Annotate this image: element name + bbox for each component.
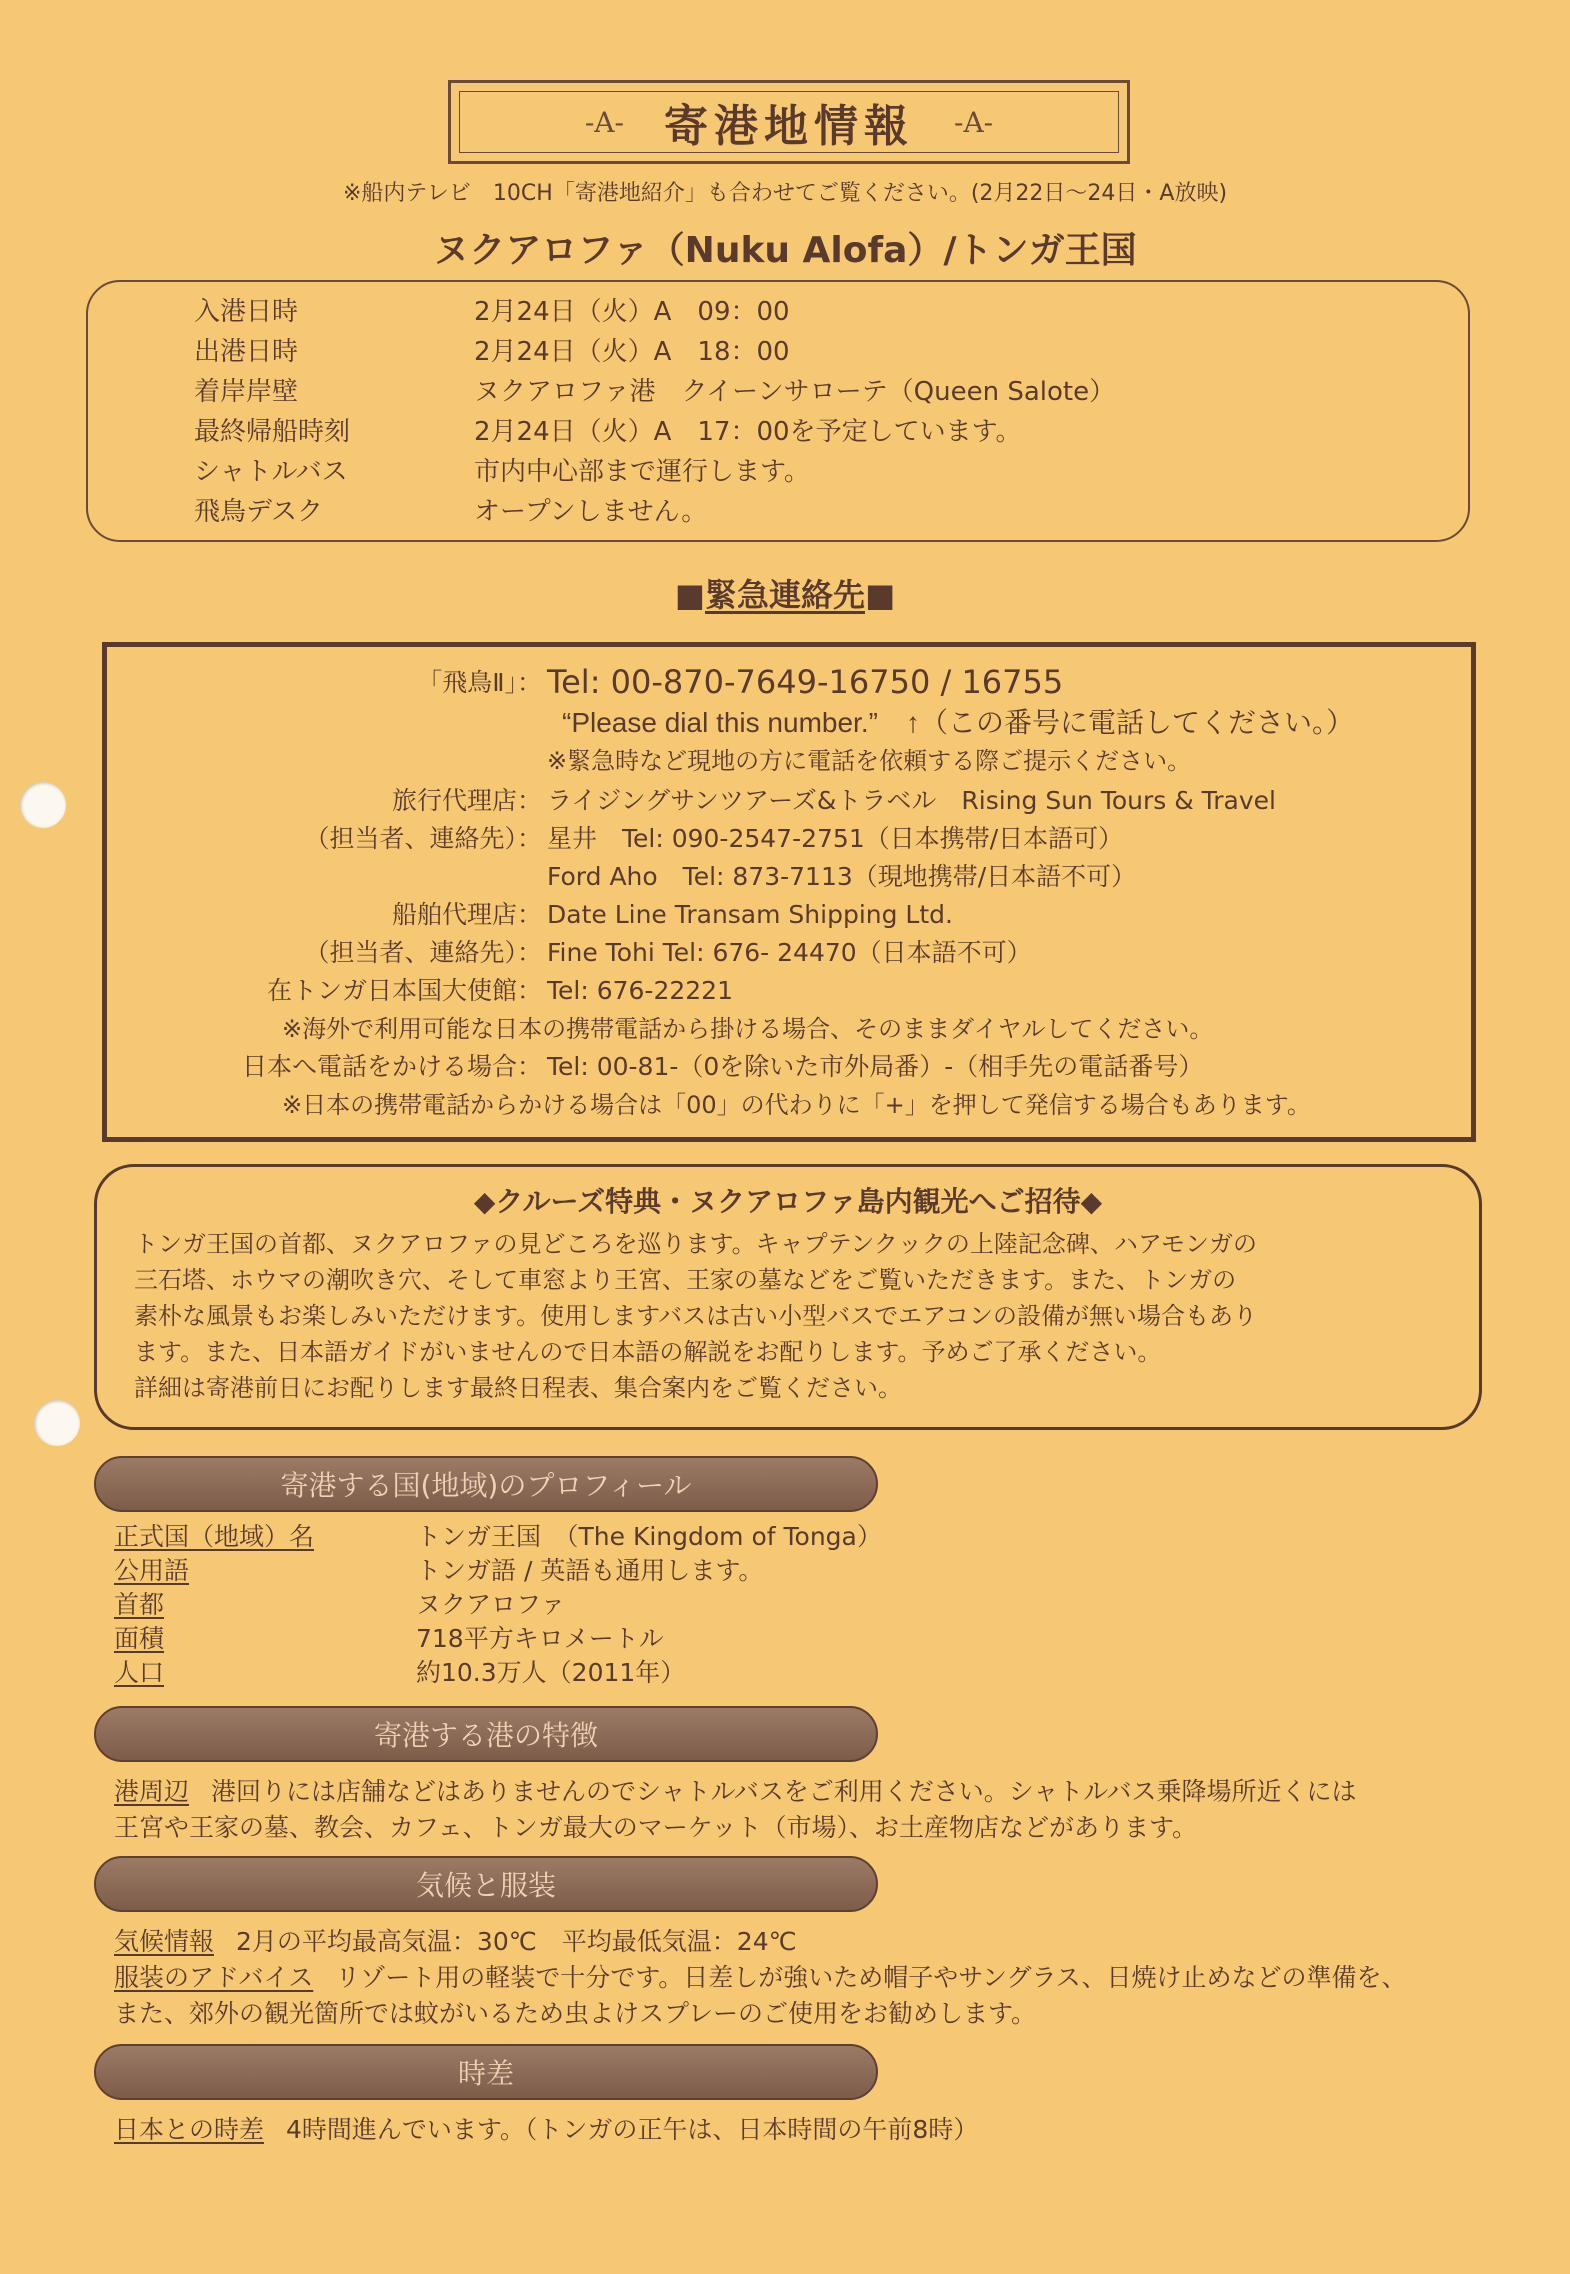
cruise-line: 三石塔、ホウマの潮吹き穴、そして車窓より王宮、王家の墓などをご覧いただきます。また、トンガの <box>134 1266 1237 1294</box>
info-value: 2月24日（火）A 09：00 <box>474 297 790 327</box>
square-icon: ■ <box>674 576 705 614</box>
call-japan-note: ※日本の携帯電話からかける場合は「00」の代わりに「+」を押して発信する場合もあります。 <box>282 1091 1311 1119</box>
ornament-right: -A- <box>954 105 994 139</box>
travel-label-wrap <box>107 783 542 819</box>
cruise-line: 詳細は寄港前日にお配りします最終日程表、集合案内をご覧ください。 <box>134 1374 902 1402</box>
climate-line <box>114 1924 797 1960</box>
call-japan-label-wrap <box>107 1049 542 1085</box>
please-dial <box>562 705 1354 741</box>
info-label: 着岸岸壁 <box>194 377 299 407</box>
profile-value: ヌクアロファ <box>416 1590 566 1619</box>
info-row <box>194 452 810 492</box>
profile-row <box>114 1656 685 1690</box>
advice-line: また、郊外の観光箇所では蚊がいるため虫よけスプレーのご使用をお勧めします。 <box>114 1999 1037 2028</box>
punch-hole <box>20 782 66 828</box>
advice-label: 服装のアドバイス <box>114 1963 314 1992</box>
profile-value: トンガ語 / 英語も通用します。 <box>416 1556 764 1585</box>
port-text: 港回りには店舗などはありませんのでシャトルバスをご利用ください。シャトルバス乗降場所近くには <box>211 1777 1357 1806</box>
ship-note: ※緊急時など現地の方に電話を依頼する際ご提示ください。 <box>547 747 1192 775</box>
profile-label: 人口 <box>114 1658 165 1687</box>
cruise-line: 素朴な風景もお楽しみいただけます。使用しますバスは古い小型バスでエアコンの設備が無い場合もあり <box>134 1302 1257 1330</box>
shipping-agent-label: 船舶代理店： <box>391 900 542 929</box>
cruise-line: トンガ王国の首都、ヌクアロファの見どころを巡ります。キャプテンクックの上陸記念碑、ハアモンガの <box>134 1230 1257 1258</box>
info-row <box>194 292 790 332</box>
embassy-label: 在トンガ日本国大使館： <box>266 976 542 1005</box>
travel-agent-label: 旅行代理店： <box>391 786 542 815</box>
port-line <box>114 1774 1357 1810</box>
shipping-agent-value: Date Line Transam Shipping Ltd. <box>547 900 953 929</box>
contact-value: Ford Aho Tel: 873-7113（現地携帯/日本語不可） <box>547 862 1137 891</box>
embassy-label-wrap <box>107 973 542 1009</box>
contact-label: （担当者、連絡先）： <box>304 938 542 967</box>
contact-label-wrap <box>107 821 542 857</box>
profile-row <box>114 1622 664 1656</box>
travel-agent-value: ライジングサンツアーズ&トラベル Rising Sun Tours & Travel <box>547 786 1276 815</box>
cruise-tour-title: ◆クルーズ特典・ヌクアロファ島内観光へご招待◆ <box>473 1185 1103 1218</box>
ornament-left: -A- <box>584 105 624 139</box>
port-title: ヌクアロファ（Nuku Alofa）/トンガ王国 <box>433 230 1137 271</box>
page-title: 寄港地情報 <box>664 101 914 152</box>
climate-label: 気候情報 <box>114 1927 215 1956</box>
ship-label-wrap <box>107 665 542 701</box>
info-value: 2月24日（火）A 18：00 <box>474 337 790 367</box>
info-row <box>194 412 1022 452</box>
call-japan-value: Tel: 00-81-（0を除いた市外局番）-（相手先の電話番号） <box>547 1052 1204 1081</box>
timediff-line <box>114 2112 978 2148</box>
info-label: 出港日時 <box>194 337 299 367</box>
punch-hole <box>34 1400 80 1446</box>
port-heading: 寄港する港の特徴 <box>94 1706 878 1762</box>
contact-value: Fine Tohi Tel: 676- 24470（日本語不可） <box>547 938 1032 967</box>
info-label: 最終帰船時刻 <box>194 417 351 447</box>
profile-value: 約10.3万人（2011年） <box>416 1658 686 1687</box>
info-row <box>194 372 1115 412</box>
climate-value: 2月の平均最高気温：30℃ 平均最低気温：24℃ <box>236 1927 797 1956</box>
contact-label: （担当者、連絡先）： <box>304 824 542 853</box>
port-line: 王宮や王家の墓、教会、カフェ、トンガ最大のマーケット（市場）、お土産物店などがあります。 <box>114 1813 1198 1842</box>
info-value: オープンしません。 <box>474 497 708 527</box>
emergency-contacts-box <box>102 642 1476 1142</box>
profile-label: 首都 <box>114 1590 165 1619</box>
info-label: 飛鳥デスク <box>194 497 323 527</box>
timediff-heading: 時差 <box>94 2044 878 2100</box>
title-plaque <box>448 80 1130 164</box>
advice-line <box>114 1960 1407 1996</box>
please-dial-en: “Please dial this number.” <box>562 707 878 738</box>
profile-value: 718平方キロメートル <box>416 1624 664 1653</box>
contact-label-wrap <box>107 935 542 971</box>
ship-label: 「飛鳥Ⅱ」： <box>417 668 542 697</box>
info-label: シャトルバス <box>194 457 348 487</box>
ship-tel: Tel: 00-870-7649-16750 / 16755 <box>547 663 1064 701</box>
profile-row <box>114 1520 882 1554</box>
square-icon: ■ <box>865 576 896 614</box>
timediff-label: 日本との時差 <box>114 2115 265 2144</box>
info-value: 2月24日（火）A 17：00を予定しています。 <box>474 417 1022 447</box>
info-row <box>194 492 707 532</box>
tv-notice: ※船内テレビ 10CH「寄港地紹介」も合わせてご覧ください。(2月22日〜24日・A放映) <box>342 181 1228 206</box>
info-value: ヌクアロファ港 クイーンサローテ（Queen Salote） <box>474 377 1116 407</box>
profile-value: トンガ王国 （The Kingdom of Tonga） <box>416 1522 882 1551</box>
port-info-box <box>86 280 1470 542</box>
timediff-value: 4時間進んでいます。（トンガの正午は、日本時間の午前8時） <box>286 2115 979 2144</box>
profile-row <box>114 1588 566 1622</box>
profile-label: 面積 <box>114 1624 165 1653</box>
emergency-heading-text: 緊急連絡先 <box>704 576 865 614</box>
profile-heading: 寄港する国(地域)のプロフィール <box>94 1456 878 1512</box>
port-label: 港周辺 <box>114 1777 190 1806</box>
info-row <box>194 332 790 372</box>
cruise-line: ます。また、日本語ガイドがいませんので日本語の解説をお配りします。予めご了承ください。 <box>134 1338 1162 1366</box>
embassy-value: Tel: 676-22221 <box>547 976 733 1005</box>
call-japan-label: 日本へ電話をかける場合： <box>241 1052 542 1081</box>
shipping-label-wrap <box>107 897 542 933</box>
please-dial-jp: ↑（この番号に電話してください。） <box>905 707 1354 738</box>
info-label: 入港日時 <box>194 297 299 327</box>
profile-row <box>114 1554 763 1588</box>
contact-value: 星井 Tel: 090-2547-2751（日本携帯/日本語可） <box>547 824 1124 853</box>
mobile-note: ※海外で利用可能な日本の携帯電話から掛ける場合、そのままダイヤルしてください。 <box>282 1015 1214 1043</box>
info-value: 市内中心部まで運行します。 <box>474 457 810 487</box>
profile-label: 公用語 <box>114 1556 190 1585</box>
climate-heading: 気候と服装 <box>94 1856 878 1912</box>
profile-label: 正式国（地域）名 <box>114 1522 315 1551</box>
emergency-heading <box>0 570 1570 616</box>
advice-value: リゾート用の軽装で十分です。日差しが強いため帽子やサングラス、日焼け止めなどの準備を、 <box>335 1963 1407 1992</box>
